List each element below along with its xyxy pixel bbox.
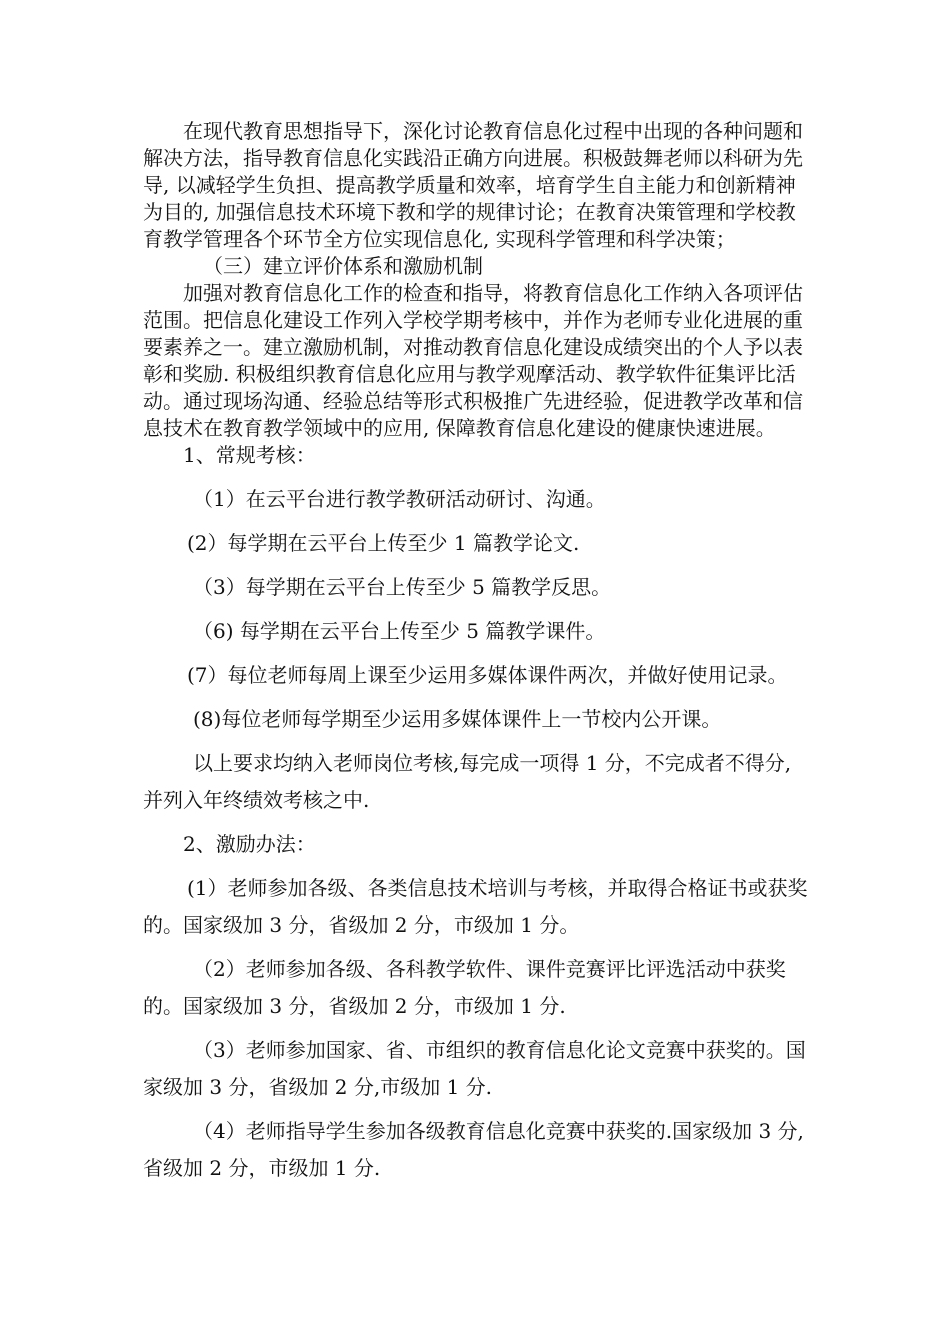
section-heading-evaluation: （三）建立评价体系和激励机制 [203,254,483,278]
list-item: (2）每学期在云平台上传至少 1 篇教学论文. [187,531,580,555]
paragraph-intro: 在现代教育思想指导下，深化讨论教育信息化过程中出现的各种问题和解决方法，指导教育信息化实践沿正确方向进展。积极鼓舞老师以科研为先导, 以减轻学生负担、提高教学质量和效率，培育学生自主能力和创新精神为目的, 加强信息技术环境下教和学的规律讨论；在教育决策管理和学校教育教学管理各个环节全方位实现信息化, 实现科学管理和科学决策； [143,119,803,251]
routine-assessment-list [143,481,808,1187]
list-item: （1）在云平台进行教学教研活动研讨、沟通。 [193,487,606,511]
paragraph-evaluation: 加强对教育信息化工作的检查和指导，将教育信息化工作纳入各项评估范围。把信息化建设工作列入学校学期考核中，并作为老师专业化进展的重要素养之一。建立激励机制，对推动教育信息化建设成绩突出的个人予以表彰和奖励. 积极组织教育信息化应用与教学观摩活动、教学软件征集评比活动。通过现场沟通、经验总结等形式积极推广先进经验，促进教学改革和信息技术在教育教学领域中的应用, 保障教育信息化建设的健康快速进展。 [143,281,803,440]
list-item: (8)每位老师每学期至少运用多媒体课件上一节校内公开课。 [193,707,722,731]
list-item: (1）老师参加各级、各类信息技术培训与考核，并取得合格证书或获奖的。国家级加 3 分，省级加 2 分，市级加 1 分。 [143,876,808,937]
list-item: （3）每学期在云平台上传至少 5 篇教学反思。 [193,575,612,599]
subheading-incentive: 2、激励办法： [183,832,316,856]
list-item: （4）老师指导学生参加各级教育信息化竞赛中获奖的.国家级加 3 分,省级加 2 分，市级加 1 分. [143,1119,804,1180]
list-item: （2）老师参加各级、各科教学软件、课件竞赛评比评选活动中获奖的。国家级加 3 分，省级加 2 分，市级加 1 分. [143,957,786,1018]
list-item: 以上要求均纳入老师岗位考核,每完成一项得 1 分，不完成者不得分,并列入年终绩效考核之中. [143,751,792,812]
list-item: （3）老师参加国家、省、市组织的教育信息化论文竞赛中获奖的。国家级加 3 分，省级加 2 分,市级加 1 分. [143,1038,806,1099]
top-section [143,118,808,469]
subheading-routine-assessment: 1、常规考核： [183,443,316,467]
document-page [143,118,808,1194]
list-item: （6) 每学期在云平台上传至少 5 篇教学课件。 [193,619,606,643]
list-item: (7）每位老师每周上课至少运用多媒体课件两次，并做好使用记录。 [187,663,788,687]
